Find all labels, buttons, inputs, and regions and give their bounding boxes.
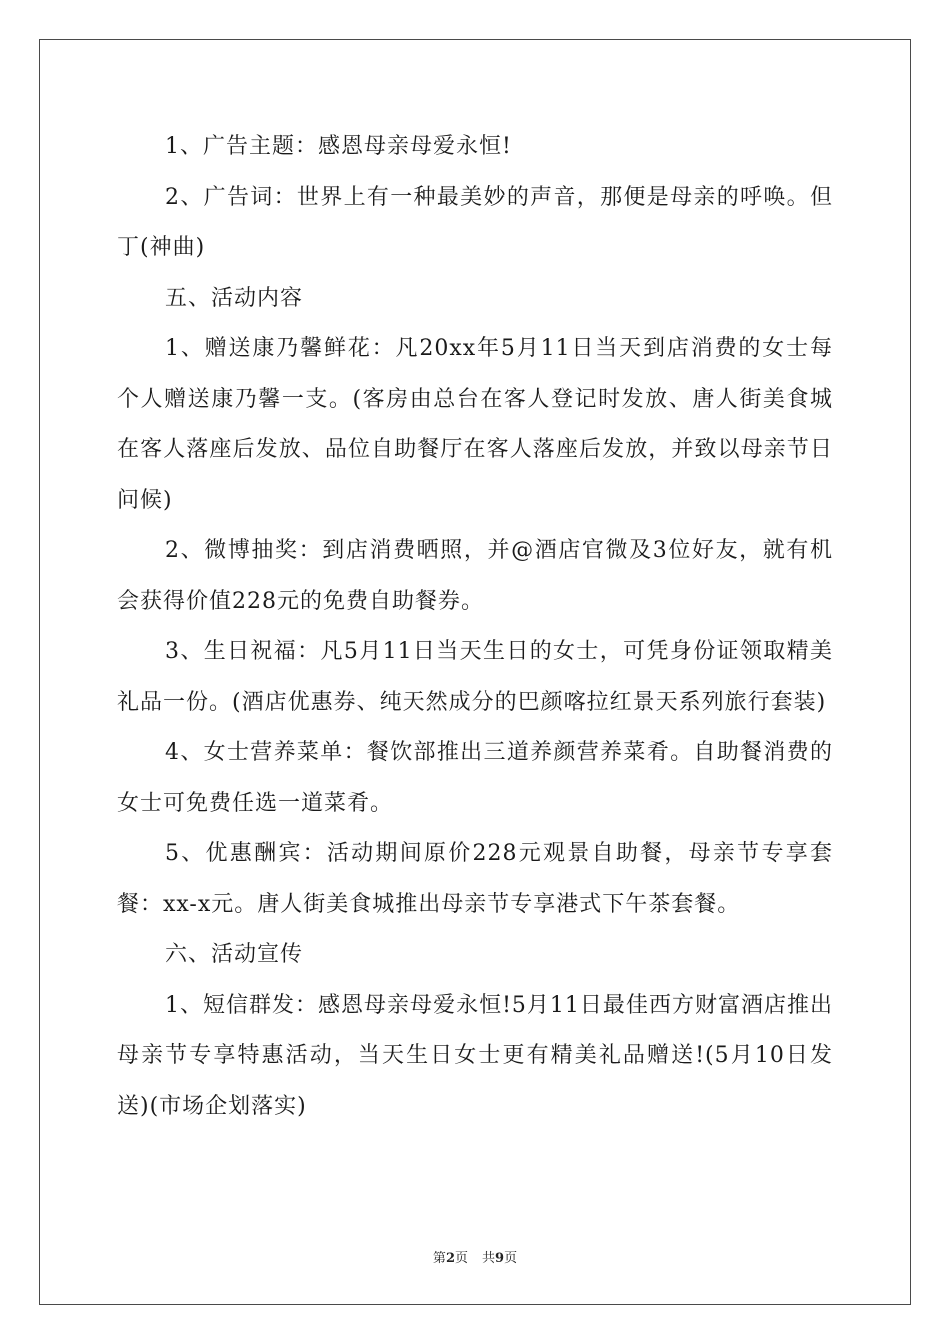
page-prefix: 第 xyxy=(432,1251,446,1266)
section-heading-promotion: 六、活动宣传 xyxy=(165,942,304,967)
page-current: 2 xyxy=(445,1251,455,1266)
page-total: 9 xyxy=(495,1251,505,1266)
page-footer xyxy=(0,1247,950,1266)
paragraph-sms-broadcast: 1、短信群发：感恩母亲母爱永恒!5月11日最佳西方财富酒店推出母亲节专享特惠活动，当天生日女士更有精美礼品赠送!(5月10日发送)(市场企划落实) xyxy=(117,992,833,1119)
paragraph-birthday-blessing: 3、生日祝福：凡5月11日当天生日的女士，可凭身份证领取精美礼品一份。(酒店优惠券、纯天然成分的巴颜喀拉红景天系列旅行套装) xyxy=(117,639,833,715)
section-heading-activity-content: 五、活动内容 xyxy=(165,285,304,311)
total-prefix: 共 xyxy=(482,1251,496,1266)
paragraph-ad-slogan: 2、广告词：世界上有一种最美妙的声音，那便是母亲的呼唤。但丁(神曲) xyxy=(117,184,833,260)
paragraph-ad-theme: 1、广告主题：感恩母亲母爱永恒! xyxy=(165,134,512,159)
paragraph-weibo-lottery: 2、微博抽奖：到店消费晒照，并@酒店官微及3位好友，就有机会获得价值228元的免费自助餐券。 xyxy=(117,538,833,614)
document-body xyxy=(117,122,833,1132)
total-suffix: 页 xyxy=(504,1251,518,1266)
paragraph-ladies-menu: 4、女士营养菜单：餐饮部推出三道养颜营养菜肴。自助餐消费的女士可免费任选一道菜肴。 xyxy=(117,740,833,816)
page-suffix: 页 xyxy=(454,1251,468,1266)
paragraph-discount-offer: 5、优惠酬宾：活动期间原价228元观景自助餐，母亲节专享套餐：xx-x元。唐人街美食城推出母亲节专享港式下午茶套餐。 xyxy=(117,841,833,917)
paragraph-carnation-gift: 1、赠送康乃馨鲜花：凡20xx年5月11日当天到店消费的女士每个人赠送康乃馨一支。(客房由总台在客人登记时发放、唐人街美食城在客人落座后发放、品位自助餐厅在客人落座后发放，并致以母亲节日问候) xyxy=(117,336,833,513)
